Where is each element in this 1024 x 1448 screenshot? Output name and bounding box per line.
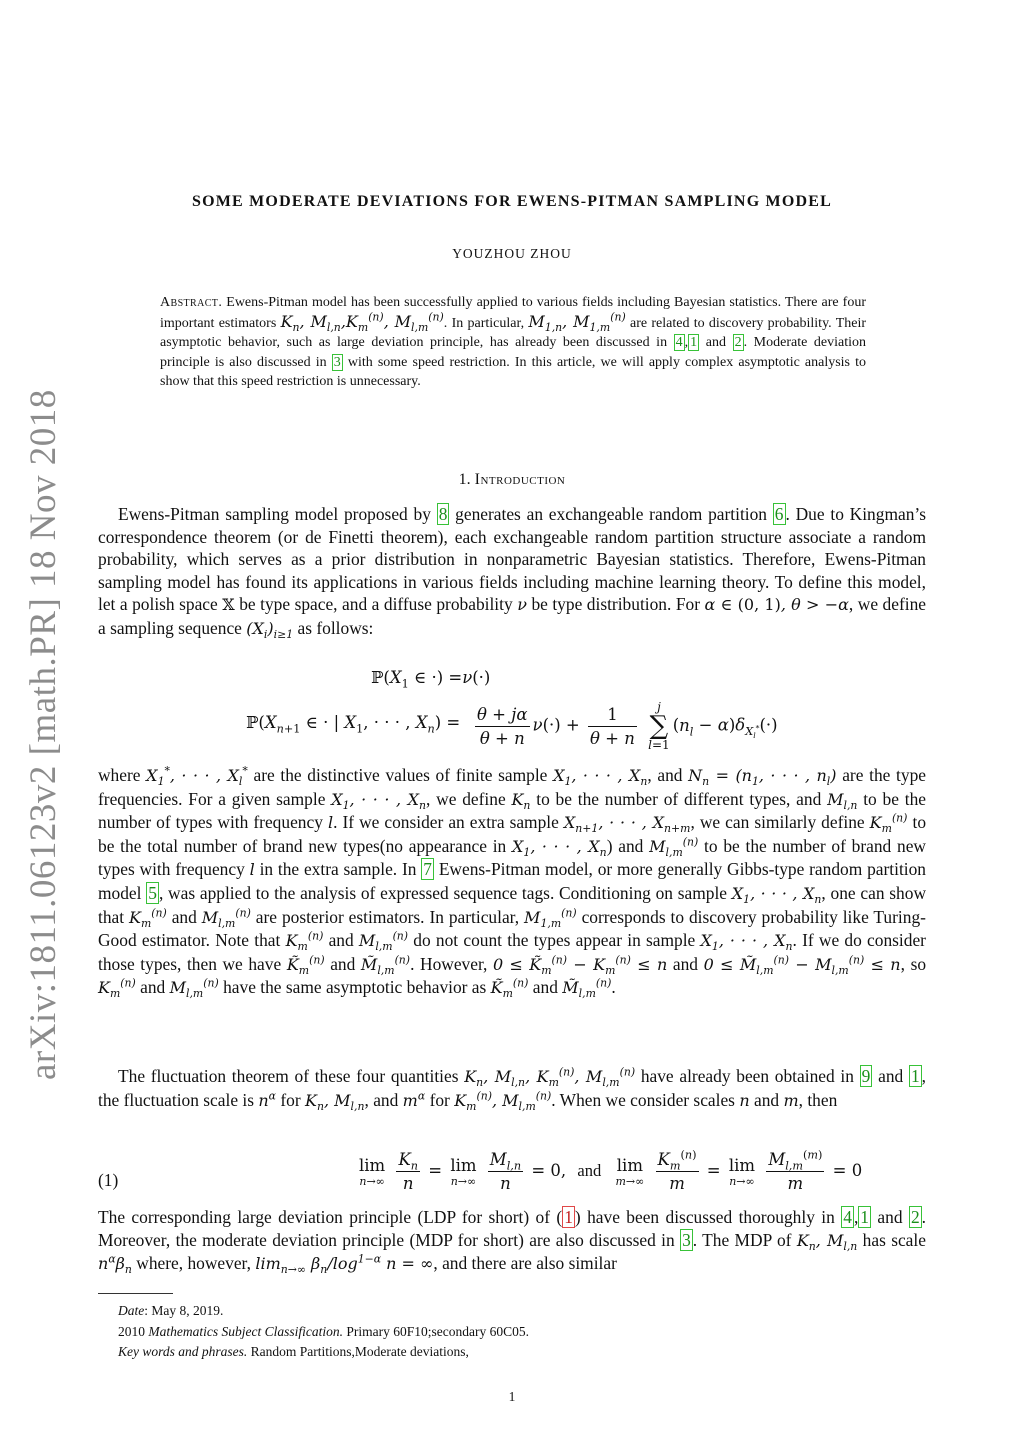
footnote-divider: [98, 1293, 173, 1294]
citation-link[interactable]: 1: [690, 335, 698, 351]
author-name: YOUZHOU ZHOU: [452, 246, 572, 261]
section-heading: 1. Introduction: [458, 471, 566, 488]
paper-title: SOME MODERATE DEVIATIONS FOR EWENS-PITMAN SAMPLING MODEL: [192, 193, 832, 210]
citation-link[interactable]: 1: [910, 1066, 920, 1086]
citation-link[interactable]: 9: [861, 1066, 871, 1086]
citation-link[interactable]: 1: [860, 1207, 869, 1227]
footnote-keywords: Key words and phrases. Random Partitions,Moderate deviations,: [118, 1344, 469, 1359]
abstract: Abstract. Ewens-Pitman model has been successfully applied to various fields including Bayesian statistics. There are four important estimators $K_n$, $M_{l,n},K_m^{(n)}$, $M_{l,m}^{(n)}$. In particular, $M_{1,n}$, $M_{1,m}^{(n)}$ are related to discovery probability. Their asymptotic behavior, such as large deviation principle, has already been discussed in 4 , 1 and 2 . Moderate deviation principle is also discussed in 3 with some speed restriction. In this article, we will apply complex asymptotic analysis to show that this speed restriction is unnecessary.: [160, 295, 867, 389]
abstract-label: Abstract.: [160, 295, 223, 310]
citation-link[interactable]: 5: [148, 882, 157, 903]
footnote-date: Date: May 8, 2019.: [118, 1303, 224, 1318]
page-number: 1: [508, 1389, 516, 1404]
citation-link[interactable]: 8: [438, 504, 448, 524]
abstract-text: Ewens-Pitman model has been successfully applied to various fields including Bayesian statistics. There are four important estimators: [160, 295, 866, 332]
citation-link[interactable]: 4: [843, 1207, 852, 1227]
ldp-paragraph: The corresponding large deviation principle (LDP for short) of ( 1 ) have been discussed thoroughly in 4 , 1 and 2 . Moreover, the moderate deviation principle (MDP for short) are also discussed in 3 . The MDP of $K_n$, $M_{l,n}$ has scale $n^\alpha\beta_n$ where, however, $\lim_{n\to\infty} \beta_n/\log^{1-\alpha}$ n = ∞, and there are also similar: [98, 1207, 926, 1277]
citation-link[interactable]: 6: [774, 504, 784, 524]
paper-page: arXiv:1811.06123v2 [math.PR] 18 Nov 2018 SOME MODERATE DEVIATIONS FOR EWENS-PITMAN SAMPLING MODEL YOUZHOU ZHOU Abstract. Ewens-Pitman model has been successfully applied to various fields including Bayesian statistics. There are four important estimators $K_n$, $M_{l,n},K_m^{(n)}$, $M_{l,m}^{(n)}$. In particular, $M_{1,n}$, $M_{1,m}^{(n)}$ are related to discovery probability. Their asymptotic behavior, such as large deviation principle, has already been discussed in 4 , 1 and 2 . Moderate deviation principle is also discussed in 3 with some speed restriction. In this article, we will apply complex asymptotic analysis to show that this speed restriction is unnecessary. 1. Introduction Ewens-Pitman sampling model proposed by 8 generates an exchangeable random partition 6 . Due to Kingman’s correspondence theorem (or de Finetti theorem), each exchangeable random partition structure associate a random probability, which serves as a prior distribution in nonparametric Bayesian statistics. Therefore, Ewens-Pitman sampling model has found its applications in various fields including machine learning theory. To define this model, let a polish space 𝕏 be type space, and a diffuse probability ν be type distribution. For α ∈ (0, 1), θ > −α, we define a sampling sequence $(X_i)_{i\ge 1}$ as follows: $ℙ(X_1$ ∈ ·) =ν(·) $ℙ(X_{n+1}$ ∈ · | $X_1$, · · · , $X_n$) = $\frac{\theta + j\alpha}{\theta + n}$ ν(·) + $\frac{1}{\theta + n}$ j ∑ $l=1(n_l - \alpha)\delta_{X_l^*}(\cdot)$ where $X_1^*$, · · · , $X_l^*$ are the distinctive values of finite sample $X_1$, · · · , $X_n$, and $N_n = (n_1$, · · · , $n_l$) are the type frequencies. For a given sample $X_1$, · · · , $X_n$, we define $K_n$ to be the number of different types, and $M_{l,n}$ to be the number of types with frequency l. If we consider an extra sample $X_{n+1}$, · · · , $X_{n+m}$, we can similarly define $K_m^{(n)}$ to be the total number of brand new types(no appearance in $X_1$, · · · , $X_n$) and $M_{l,m}^{(n)}$ to be the number of brand new types with frequency l in the extra sample. In 7 Ewens-Pitman model, or more generally Gibbs-type random partition model 5 , was applied to the analysis of expressed sequence tags. Conditioning on sample $X_1$, · · · , $X_n$, one can show that $K_m^{(n)}$ and $M_{l,m}^{(n)}$ are posterior estimators. In particular, $M_{1,m}^{(n)}$ corresponds to discovery probability like Turing-Good estimator. Note that $K_m^{(n)}$ and $M_{l,m}^{(n)}$ do not count the types appear in sample $X_1$, · · · , $X_n$. If we do consider those types, then we have $K̃_m^{(n)}$ and $M̃_{l,m}^{(n)}$. However, $0 \le K̃_m^{(n)} - K_m^{(n)} \le n$ and $0 \le M̃_{l,m}^{(n)} - M_{l,m}^{(n)} \le n$, so $K_m^{(n)}$ and $M_{l,m}^{(n)}$ have the same asymptotic behavior as $K̃_m^{(n)}$ and $M̃_{l,m}^{(n)}$. The fluctuation theorem of these four quantities $K_n$, $M_{l,n}$, $K_m^{(n)}$, $M_{l,m}^{(n)}$ have already been obtained in 9 and 1 , the fluctuation scale is $n^\alpha$ for $K_n$, $M_{l,n}$, and $m^\alpha$ for $K_m^{(n)}$, $M_{l,m}^{(n)}$. When we consider scales n and m, then (1) lim n→∞ $\frac{K_n}{n}$ = lim n→∞ $\frac{M_{l,n}}{n}$ = 0, and lim m→∞ $\frac{K_m^{(n)}}{m}$ = lim n→∞ $\frac{M_{l,m}^{(m)}}{m}$ = 0 The corresponding large deviation principle (LDP for short) of ( 1 ) have been discussed thoroughly in 4 , 1 and 2 . Moreover, the moderate deviation principle (MDP for short) are also discussed in 3 . The MDP of $K_n$, $M_{l,n}$ has scale $n^\alpha\beta_n$ where, however, $\lim_{n\to\infty} \beta_n/\log^{1-\alpha}$ n = ∞, and there are also similar Date: May 8, 2019. 2010 Mathematics Subject Classification. Primary 60F10;secondary 60C05. Key words and phrases. Random Partitions,Moderate deviations, 1: [23, 193, 927, 1404]
citation-link[interactable]: 3: [682, 1229, 691, 1250]
definitions-paragraph: where $X_1^*$, · · · , $X_l^*$ are the distinctive values of finite sample $X_1$, · · · , $X_n$, and $N_n = (n_1$, · · · , $n_l$) are the type frequencies. For a given sample $X_1$, · · · , $X_n$, we define $K_n$ to be the number of different types, and $M_{l,n}$ to be the number of types with frequency l. If we consider an extra sample $X_{n+1}$, · · · , $X_{n+m}$, we can similarly define $K_m^{(n)}$ to be the total number of brand new types(no appearance in $X_1$, · · · , $X_n$) and $M_{l,m}^{(n)}$ to be the number of brand new types with frequency l in the extra sample. In 7 Ewens-Pitman model, or more generally Gibbs-type random partition model 5 , was applied to the analysis of expressed sequence tags. Conditioning on sample $X_1$, · · · , $X_n$, one can show that $K_m^{(n)}$ and $M_{l,m}^{(n)}$ are posterior estimators. In particular, $M_{1,m}^{(n)}$ corresponds to discovery probability like Turing-Good estimator. Note that $K_m^{(n)}$ and $M_{l,m}^{(n)}$ do not count the types appear in sample $X_1$, · · · , $X_n$. If we do consider those types, then we have $K̃_m^{(n)}$ and $M̃_{l,m}^{(n)}$. However, $0 \le K̃_m^{(n)} - K_m^{(n)} \le n$ and $0 \le M̃_{l,m}^{(n)} - M_{l,m}^{(n)} \le n$, so $K_m^{(n)}$ and $M_{l,m}^{(n)}$ have the same asymptotic behavior as $K̃_m^{(n)}$ and $M̃_{l,m}^{(n)}$.: [98, 764, 927, 1001]
footnotes: [118, 1301, 924, 1363]
equation-number: (1): [98, 1170, 119, 1190]
citation-link[interactable]: 3: [333, 354, 341, 370]
citation-link[interactable]: 2: [910, 1207, 920, 1227]
equation-1: (1) lim n→∞ $\frac{K_n}{n}$ = lim n→∞ $\frac{M_{l,n}}{n}$ = 0, and lim m→∞ $\frac{K_m^{(n)}}{m}$ = lim n→∞ $\frac{M_{l,m}^{(m)}}{m}$ = 0: [98, 1148, 863, 1193]
citation-link[interactable]: 2: [734, 335, 742, 351]
footnote-msc: 2010 Mathematics Subject Classification. Primary 60F10;secondary 60C05.: [118, 1323, 529, 1339]
equation-and: and: [577, 1161, 602, 1180]
arxiv-identifier-stamp[interactable]: arXiv:1811.06123v2 [math.PR] 18 Nov 2018: [23, 389, 64, 1080]
citation-link[interactable]: 7: [423, 859, 432, 880]
intro-paragraph: Ewens-Pitman sampling model proposed by 8 generates an exchangeable random partition 6 . Due to Kingman’s correspondence theorem (or de Finetti theorem), each exchangeable random partition structure associate a random probability, which serves as a prior distribution in nonparametric Bayesian statistics. Therefore, Ewens-Pitman sampling model has found its applications in various fields including machine learning theory. To define this model, let a polish space 𝕏 be type space, and a diffuse probability ν be type distribution. For α ∈ (0, 1), θ > −α, we define a sampling sequence $(X_i)_{i\ge 1}$ as follows:: [98, 504, 926, 642]
citation-link[interactable]: 4: [675, 335, 683, 351]
fluctuation-paragraph: The fluctuation theorem of these four quantities $K_n$, $M_{l,n}$, $K_m^{(n)}$, $M_{l,m}^{(n)}$ have already been obtained in 9 and 1 , the fluctuation scale is $n^\alpha$ for $K_n$, $M_{l,n}$, and $m^\alpha$ for $K_m^{(n)}$, $M_{l,m}^{(n)}$. When we consider scales n and m, then: [98, 1065, 927, 1113]
equation-link[interactable]: 1: [564, 1207, 573, 1227]
